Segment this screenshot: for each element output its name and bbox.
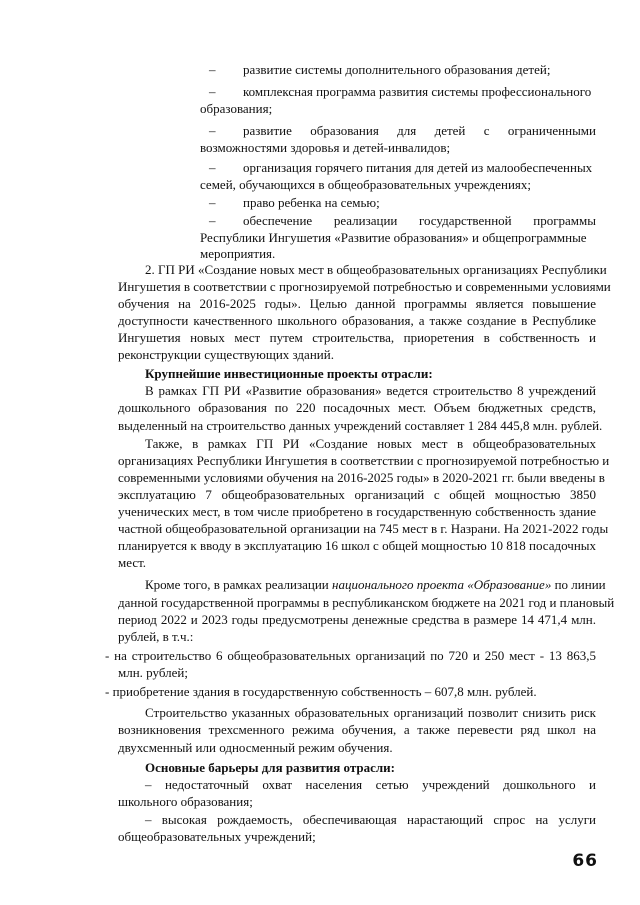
text-line: ученических мест, в том числе приобретено в государственную собственность здание [118,504,596,519]
text-line: Строительство указанных образовательных организаций позволит снизить риск [145,705,596,720]
text-line: частной общеобразовательной организации на 745 мест в г. Назрани. На 2021-2022 годы [118,521,609,536]
list-dash: – [209,123,216,138]
text-line: Также, в рамках ГП РИ «Создание новых мест в общеобразовательных [145,436,596,451]
text-line [145,577,606,592]
list-item-text: – высокая рождаемость, обеспечивающая нарастающий спрос на услуги [145,812,596,827]
text-line: двухсменный или односменный режим обучения. [118,740,393,755]
list-dash: – [209,160,216,175]
list-item-text: общеобразовательных учреждений; [118,829,316,844]
list-item-text: семей, обучающихся в общеобразовательных учреждениях; [200,177,531,192]
list-item-text: Республики Ингушетия «Развитие образования» и общепрограммные [200,230,587,245]
list-item-text: возможностями здоровья и детей-инвалидов; [200,140,451,155]
text-line: данной государственной программы в республиканском бюджете на 2021 год и плановый [118,595,615,610]
list-dash: – [209,84,216,99]
list-dash: – [209,195,216,210]
text-line: 2. ГП РИ «Создание новых мест в общеобразовательных организациях Республики [145,262,607,277]
text-line: Ингушетия новых мест путем строительства, приоретения в собственность и [118,330,596,345]
list-item-text: - на строительство 6 общеобразовательных организаций по 720 и 250 мест - 13 863,5 [105,648,596,663]
list-item-text: мероприятия. [200,246,276,261]
text-line: реконструкции существующих зданий. [118,347,334,362]
page-number: 66 [572,851,598,871]
text-line: выделенный на строительство данных учреждений составляет 1 284 445,8 млн. рублей. [118,418,603,433]
text-line: мест. [118,555,147,570]
list-item-text: развитие образования для детей с ограниченными [243,123,596,138]
text-line: период 2022 и 2023 годы предусмотрены денежные средства в размере 14 471,4 млн. [118,612,596,627]
list-dash: – [209,62,216,77]
section-heading: Основные барьеры для развития отрасли: [145,760,395,775]
text-line: дошкольного образования по 220 посадочных мест. Объем бюджетных средств, [118,400,596,415]
italic-project-name: национального проекта «Образование» [332,577,552,592]
section-heading: Крупнейшие инвестиционные проекты отрасли: [145,366,433,381]
list-item-text: образования; [200,101,273,116]
text-line: возникновения трехсменного режима обучения, а также перевести ряд школ на [118,722,596,737]
list-item-text: школьного образования; [118,794,253,809]
list-item-text: обеспечение реализации государственной программы [243,213,596,228]
list-dash: – [209,213,216,228]
text-line: рублей, в т.ч.: [118,629,194,644]
list-item-text: комплексная программа развития системы профессионального [243,84,592,99]
text-span: Кроме того, в рамках реализации [145,577,332,592]
list-item-text: право ребенка на семью; [243,195,380,210]
text-line: доступности качественного школьного образования, а также создание в Республике [118,313,596,328]
text-line: эксплуатацию 7 общеобразовательных организаций с общей мощностью 3850 [118,487,596,502]
list-item-text: – недостаточный охват населения сетью учреждений дошкольного и [145,777,596,792]
text-line: планируется к вводу в эксплуатацию 16 школ с общей мощностью 10 818 посадочных [118,538,597,553]
text-line: В рамках ГП РИ «Развитие образования» ведется строительство 8 учреждений [145,383,596,398]
list-item-text: развитие системы дополнительного образования детей; [243,62,551,77]
list-item-text: организация горячего питания для детей из малообеспеченных [243,160,593,175]
text-line: организациях Республики Ингушетия в соответствии с прогнозируемой потребностью и [118,453,610,468]
list-item-text: - приобретение здания в государственную собственность – 607,8 млн. рублей. [105,684,537,699]
text-span: по линии [551,577,606,592]
text-line: обучения на 2016-2025 годы». Целью данной программы является повышение [118,296,596,311]
text-line: Ингушетия в соответствии с прогнозируемой потребностью и современными условиями [118,279,611,294]
text-line: современными условиями обучения на 2016-2025 годы» в 2020-2021 гг. были введены в [118,470,605,485]
list-item-text: млн. рублей; [118,665,188,680]
